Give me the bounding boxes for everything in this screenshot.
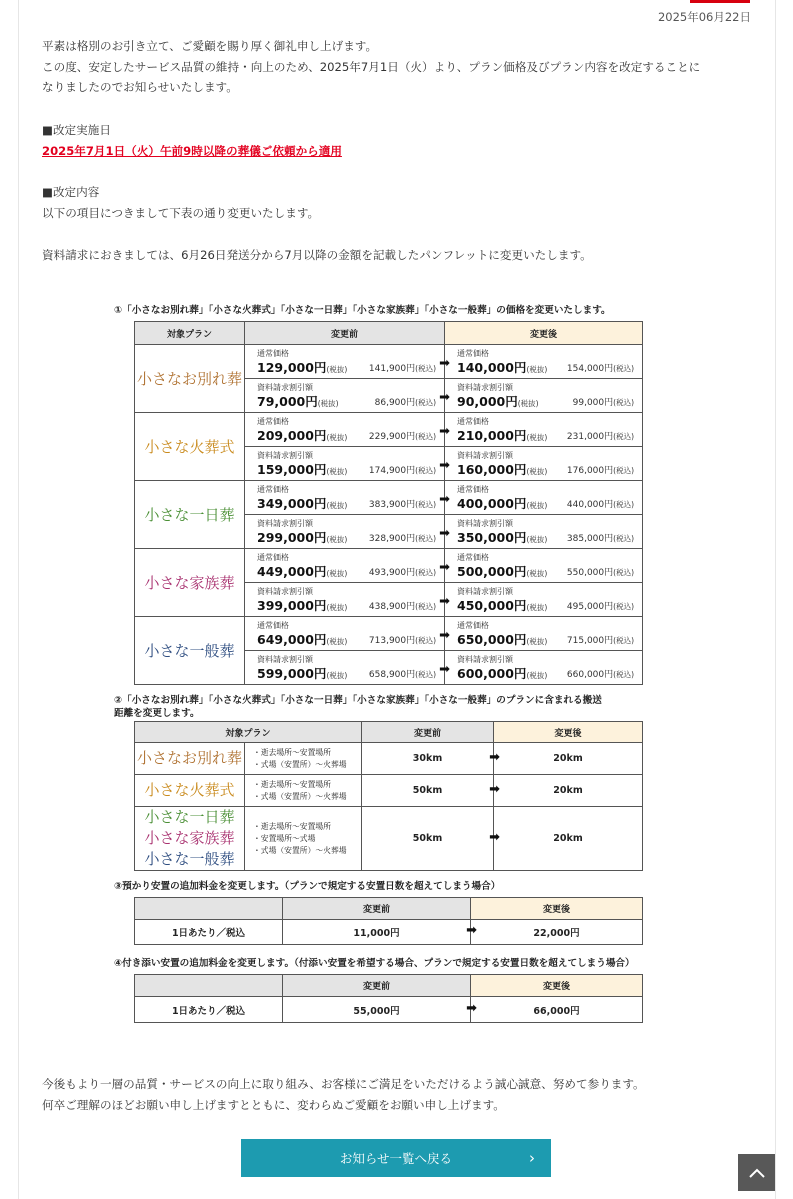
plan-name: 小さな家族葬: [144, 829, 235, 847]
price-tax-excluded: [457, 562, 547, 580]
route-item: ・逝去場所〜安置場所: [253, 779, 331, 789]
tax-ex-label: (税抜): [526, 671, 548, 680]
price-label: 通常価格: [457, 621, 489, 630]
tax-in-label: (税込): [613, 670, 634, 679]
price-tax-included: [567, 667, 634, 680]
after-price-cell: [445, 549, 643, 583]
table2-header-after: 変更後: [494, 722, 643, 743]
price-tax-excluded-value: 210,000円: [457, 428, 527, 443]
tax-ex-label: (税抜): [326, 637, 348, 646]
price-tax-excluded: [257, 392, 339, 410]
price-tax-included-value: 660,000円: [566, 670, 614, 680]
route-item: ・逝去場所〜安置場所: [253, 821, 331, 831]
price-tax-included-value: 231,000円: [566, 432, 614, 442]
table3-title: ③預かり安置の追加料金を変更します。（プランで規定する安置日数を超えてしまう場合）: [114, 881, 501, 892]
tax-in-label: (税込): [415, 534, 436, 543]
distance-after: 20km: [494, 775, 643, 807]
price-tax-excluded: [457, 630, 547, 648]
distance-row: [135, 743, 643, 775]
price-tax-excluded: [457, 664, 547, 682]
price-tax-included-value: 86,900円: [374, 398, 416, 408]
price-tax-excluded-value: 160,000円: [457, 462, 527, 477]
price-tax-included-value: 493,900円: [368, 568, 416, 578]
price-label: 通常価格: [257, 485, 289, 494]
price-tax-included-value: 174,900円: [368, 466, 416, 476]
distance-before: 50km: [412, 785, 443, 796]
price-tax-excluded-value: 650,000円: [457, 632, 527, 647]
before-price-cell: [245, 515, 450, 549]
frame-right-border: [775, 0, 776, 1199]
effective-date-heading: ■改定実施日: [42, 123, 111, 137]
right-arrow-icon: ➡: [439, 594, 450, 609]
plan-name: 小さな火葬式: [135, 413, 245, 481]
right-arrow-icon: ➡: [466, 923, 477, 938]
price-label: 資料請求割引額: [457, 383, 513, 392]
price-tax-excluded: [457, 528, 547, 546]
right-arrow-icon: ➡: [439, 628, 450, 643]
price-label: 通常価格: [457, 417, 489, 426]
price-label: 通常価格: [257, 417, 289, 426]
route-item: ・式場（安置所）〜火葬場: [253, 845, 347, 855]
after-price-cell: [445, 379, 643, 413]
price-tax-excluded: [257, 358, 347, 376]
intro-line-3: なりましたのでお知らせいたします。: [42, 80, 238, 94]
after-price-cell: [445, 651, 643, 685]
price-label: 資料請求割引額: [457, 587, 513, 596]
plan-name: 小さなお別れ葬: [136, 749, 242, 767]
plan-names-cell: [135, 775, 245, 807]
tax-in-label: (税込): [613, 398, 634, 407]
price-tax-excluded: [457, 596, 547, 614]
table4-header-after: 変更後: [471, 975, 643, 997]
tax-in-label: (税込): [415, 398, 436, 407]
price-tax-excluded-value: 399,000円: [257, 598, 327, 613]
revision-heading: ■改定内容: [42, 185, 100, 199]
right-arrow-icon: ➡: [439, 424, 450, 439]
price-tax-included: [369, 497, 436, 510]
table1-header-before: 変更前: [245, 322, 445, 345]
tax-ex-label: (税抜): [326, 603, 348, 612]
scroll-to-top-button[interactable]: [738, 1154, 775, 1191]
table4-title: ④付き添い安置の追加料金を変更します。（付添い安置を希望する場合、プランで規定する安置日数を超えてしまう場合）: [114, 958, 635, 969]
tax-ex-label: (税抜): [326, 501, 348, 510]
storage-fee-table: [134, 897, 643, 945]
tax-ex-label: (税抜): [326, 569, 348, 578]
table3-row-label: 1日あたり／税込: [135, 920, 283, 945]
table2-title-line-1: ②「小さなお別れ葬」「小さな火葬式」「小さな一日葬」「小さな家族葬」「小さな一般葬」のプランに含まれる搬送: [114, 695, 602, 706]
before-price-cell: [245, 617, 450, 651]
frame-left-border: [18, 0, 19, 1199]
price-tax-included-value: 550,000円: [566, 568, 614, 578]
plan-name: 小さな家族葬: [135, 549, 245, 617]
route-list: [245, 743, 362, 775]
right-arrow-icon: ➡: [439, 390, 450, 405]
plan-name: 小さな一般葬: [144, 850, 235, 868]
plan-name: 小さな一般葬: [135, 617, 245, 685]
price-tax-excluded: [457, 494, 547, 512]
effective-date-value: 2025年7月1日（火）午前9時以降の葬儀ご依頼から適用: [42, 144, 342, 158]
right-arrow-icon: ➡: [439, 560, 450, 575]
price-row: [135, 481, 643, 515]
table4-header-blank: [135, 975, 283, 997]
revision-line-1: 以下の項目につきまして下表の通り変更いたします。: [42, 206, 320, 220]
plan-name: 小さな火葬式: [144, 781, 235, 799]
right-arrow-icon: ➡: [439, 356, 450, 371]
before-price-cell: [245, 447, 450, 481]
price-tax-included: [369, 531, 436, 544]
price-row: [135, 345, 643, 379]
tax-in-label: (税込): [613, 432, 634, 441]
price-tax-included-value: 383,900円: [368, 500, 416, 510]
table3-header-after: 変更後: [471, 898, 643, 920]
price-label: 資料請求割引額: [257, 383, 313, 392]
price-row: [135, 617, 643, 651]
after-price-cell: [445, 515, 643, 549]
price-tax-included: [369, 463, 436, 476]
distance-before-cell: [362, 775, 501, 807]
price-tax-included: [375, 395, 436, 408]
price-label: 通常価格: [257, 621, 289, 630]
price-tax-included-value: 154,000円: [566, 364, 614, 374]
tax-in-label: (税込): [613, 364, 634, 373]
price-tax-excluded-value: 649,000円: [257, 632, 327, 647]
route-item: ・安置場所〜式場: [253, 833, 316, 843]
tax-in-label: (税込): [415, 636, 436, 645]
price-label: 資料請求割引額: [257, 655, 313, 664]
tax-ex-label: (税抜): [526, 467, 548, 476]
plan-name: 小さな一日葬: [144, 808, 235, 826]
table1-header-plan: 対象プラン: [135, 322, 245, 345]
tax-ex-label: (税抜): [326, 535, 348, 544]
chevron-up-icon: [749, 1168, 765, 1178]
price-tax-excluded: [257, 596, 347, 614]
price-label: 資料請求割引額: [457, 451, 513, 460]
price-label: 資料請求割引額: [457, 655, 513, 664]
distance-row: [135, 807, 643, 871]
right-arrow-icon: ➡: [439, 458, 450, 473]
price-tax-included: [567, 463, 634, 476]
price-label: 通常価格: [457, 485, 489, 494]
price-label: 通常価格: [457, 553, 489, 562]
route-list: [245, 775, 362, 807]
distance-table: [134, 721, 643, 871]
distance-after: 20km: [494, 807, 643, 871]
tax-in-label: (税込): [415, 500, 436, 509]
price-row: [135, 549, 643, 583]
tax-in-label: (税込): [415, 432, 436, 441]
price-tax-excluded-value: 129,000円: [257, 360, 327, 375]
tax-in-label: (税込): [613, 534, 634, 543]
table1-header-after: 変更後: [445, 322, 643, 345]
price-tax-included: [369, 633, 436, 646]
distance-before-cell: [362, 743, 501, 775]
tax-ex-label: (税抜): [526, 569, 548, 578]
price-tax-excluded: [257, 494, 347, 512]
price-tax-excluded-value: 79,000円: [257, 394, 318, 409]
price-row: [135, 413, 643, 447]
tax-in-label: (税込): [415, 670, 436, 679]
closing-line-2: 何卒ご理解のほどお願い申し上げますとともに、変わらぬご愛顧をお願い申し上げます。: [42, 1098, 505, 1112]
price-tax-excluded-value: 599,000円: [257, 666, 327, 681]
tax-ex-label: (税抜): [326, 467, 348, 476]
tax-ex-label: (税抜): [317, 399, 339, 408]
before-price-cell: [245, 379, 450, 413]
before-price-cell: [245, 583, 450, 617]
price-tax-included: [567, 361, 634, 374]
revision-line-2: 資料請求におきましては、6月26日発送分から7月以降の金額を記載したパンフレットに変更いたします。: [42, 248, 592, 262]
price-tax-included: [567, 565, 634, 578]
price-tax-included-value: 176,000円: [566, 466, 614, 476]
before-price-cell: [245, 413, 450, 447]
price-tax-excluded-value: 450,000円: [457, 598, 527, 613]
post-date: 2025年06月22日: [657, 10, 751, 24]
right-arrow-icon: ➡: [439, 662, 450, 677]
after-price-cell: [445, 583, 643, 617]
price-tax-included-value: 141,900円: [368, 364, 416, 374]
price-tax-included: [567, 599, 634, 612]
price-tax-included: [567, 429, 634, 442]
tax-in-label: (税込): [613, 636, 634, 645]
tax-ex-label: (税抜): [526, 365, 548, 374]
tax-in-label: (税込): [415, 364, 436, 373]
closing-line-1: 今後もより一層の品質・サービスの向上に取り組み、お客様にご満足をいただけるよう誠心誠意、努めて参ります。: [42, 1077, 645, 1091]
price-tax-excluded: [257, 426, 347, 444]
right-arrow-icon: ➡: [439, 526, 450, 541]
price-tax-included-value: 99,000円: [572, 398, 614, 408]
tax-ex-label: (税抜): [326, 433, 348, 442]
price-label: 資料請求割引額: [257, 587, 313, 596]
tax-ex-label: (税抜): [526, 501, 548, 510]
before-price-cell: [245, 651, 450, 685]
price-tax-included: [567, 531, 634, 544]
route-item: ・式場（安置所）〜火葬場: [253, 791, 347, 801]
plan-names-cell: [135, 807, 245, 871]
tax-in-label: (税込): [415, 602, 436, 611]
tax-in-label: (税込): [613, 602, 634, 611]
table2-header-plan: 対象プラン: [135, 722, 362, 743]
distance-before: 50km: [412, 833, 443, 844]
tax-ex-label: (税抜): [526, 433, 548, 442]
tax-in-label: (税込): [613, 500, 634, 509]
tax-in-label: (税込): [613, 568, 634, 577]
tax-in-label: (税込): [415, 466, 436, 475]
table4-header-before: 変更前: [283, 975, 471, 997]
after-price-cell: [445, 447, 643, 481]
before-price-cell: [245, 481, 450, 515]
chevron-right-icon: ›: [529, 1149, 535, 1167]
tax-ex-label: (税抜): [526, 637, 548, 646]
header-accent-bar: [690, 0, 750, 3]
price-tax-included-value: 438,900円: [368, 602, 416, 612]
after-price-cell: [445, 345, 643, 379]
price-tax-excluded-value: 159,000円: [257, 462, 327, 477]
price-tax-included: [567, 497, 634, 510]
table1-title: ①「小さなお別れ葬」「小さな火葬式」「小さな一日葬」「小さな家族葬」「小さな一般葬」の価格を変更いたします。: [114, 305, 611, 316]
price-label: 資料請求割引額: [257, 451, 313, 460]
price-tax-included-value: 713,900円: [368, 636, 416, 646]
price-label: 通常価格: [257, 553, 289, 562]
price-tax-included: [369, 361, 436, 374]
tax-ex-label: (税抜): [526, 603, 548, 612]
price-tax-included: [567, 633, 634, 646]
table4-after-value: 66,000円: [471, 997, 643, 1023]
table3-header-blank: [135, 898, 283, 920]
price-tax-excluded-value: 209,000円: [257, 428, 327, 443]
distance-row: [135, 775, 643, 807]
price-tax-included-value: 328,900円: [368, 534, 416, 544]
price-label: 通常価格: [457, 349, 489, 358]
tax-ex-label: (税抜): [326, 671, 348, 680]
after-price-cell: [445, 481, 643, 515]
right-arrow-icon: ➡: [466, 1000, 477, 1016]
price-tax-included-value: 495,000円: [566, 602, 614, 612]
price-tax-excluded: [257, 664, 347, 682]
price-tax-excluded: [257, 528, 347, 546]
distance-after: 20km: [494, 743, 643, 775]
attendance-fee-table: [134, 974, 643, 1023]
price-tax-included: [369, 565, 436, 578]
route-list: [245, 807, 362, 871]
price-tax-excluded: [457, 392, 539, 410]
price-tax-included: [369, 599, 436, 612]
price-tax-included: [369, 429, 436, 442]
price-tax-included-value: 440,000円: [566, 500, 614, 510]
price-tax-included: [369, 667, 436, 680]
price-tax-excluded: [257, 562, 347, 580]
price-tax-excluded-value: 349,000円: [257, 496, 327, 511]
right-arrow-icon: ➡: [489, 749, 501, 765]
table4-before-cell: [283, 997, 477, 1023]
before-price-cell: [245, 345, 450, 379]
right-arrow-icon: ➡: [489, 829, 501, 845]
table3-before-value: 11,000円: [353, 928, 400, 939]
price-label: 通常価格: [257, 349, 289, 358]
price-tax-excluded-value: 449,000円: [257, 564, 327, 579]
price-table: [134, 321, 643, 685]
price-tax-excluded: [257, 460, 347, 478]
plan-name: 小さな一日葬: [135, 481, 245, 549]
price-tax-included-value: 385,000円: [566, 534, 614, 544]
plan-names-cell: [135, 743, 245, 775]
right-arrow-icon: ➡: [439, 492, 450, 507]
after-price-cell: [445, 413, 643, 447]
tax-ex-label: (税抜): [526, 535, 548, 544]
distance-before: 30km: [412, 753, 443, 764]
price-tax-included-value: 229,900円: [368, 432, 416, 442]
back-button-label: お知らせ一覧へ戻る: [339, 1151, 453, 1166]
before-price-cell: [245, 549, 450, 583]
price-tax-excluded-value: 400,000円: [457, 496, 527, 511]
table2-header-before: 変更前: [362, 722, 494, 743]
price-label: 資料請求割引額: [457, 519, 513, 528]
price-label: 資料請求割引額: [257, 519, 313, 528]
table4-row-label: 1日あたり／税込: [135, 997, 283, 1023]
price-tax-excluded-value: 350,000円: [457, 530, 527, 545]
price-tax-excluded-value: 500,000円: [457, 564, 527, 579]
route-item: ・式場（安置所）〜火葬場: [253, 759, 347, 769]
price-tax-included: [573, 395, 634, 408]
table2-title-line-2: 距離を変更します。: [114, 708, 200, 719]
price-tax-included-value: 658,900円: [368, 670, 416, 680]
distance-before-cell: [362, 807, 501, 871]
price-tax-excluded: [257, 630, 347, 648]
price-tax-excluded-value: 600,000円: [457, 666, 527, 681]
right-arrow-icon: ➡: [489, 781, 501, 797]
plan-name: 小さなお別れ葬: [135, 345, 245, 413]
price-tax-excluded: [457, 460, 547, 478]
price-tax-excluded: [457, 358, 547, 376]
table3-header-before: 変更前: [283, 898, 471, 920]
tax-in-label: (税込): [415, 568, 436, 577]
price-tax-excluded-value: 90,000円: [457, 394, 518, 409]
price-tax-excluded-value: 299,000円: [257, 530, 327, 545]
route-item: ・逝去場所〜安置場所: [253, 747, 331, 757]
after-price-cell: [445, 617, 643, 651]
tax-in-label: (税込): [613, 466, 634, 475]
table3-after-value: 22,000円: [471, 920, 643, 945]
intro-line-2: この度、安定したサービス品質の維持・向上のため、2025年7月1日（火）より、プラン価格及びプラン内容を改定することに: [42, 60, 701, 74]
tax-ex-label: (税抜): [326, 365, 348, 374]
tax-ex-label: (税抜): [517, 399, 539, 408]
back-to-news-list-button[interactable]: [241, 1139, 551, 1177]
price-tax-excluded: [457, 426, 547, 444]
price-tax-included-value: 715,000円: [566, 636, 614, 646]
price-tax-excluded-value: 140,000円: [457, 360, 527, 375]
table4-before-value: 55,000円: [353, 1005, 400, 1017]
intro-line-1: 平素は格別のお引き立て、ご愛顧を賜り厚く御礼申し上げます。: [42, 39, 378, 53]
table3-before-cell: [283, 920, 477, 945]
